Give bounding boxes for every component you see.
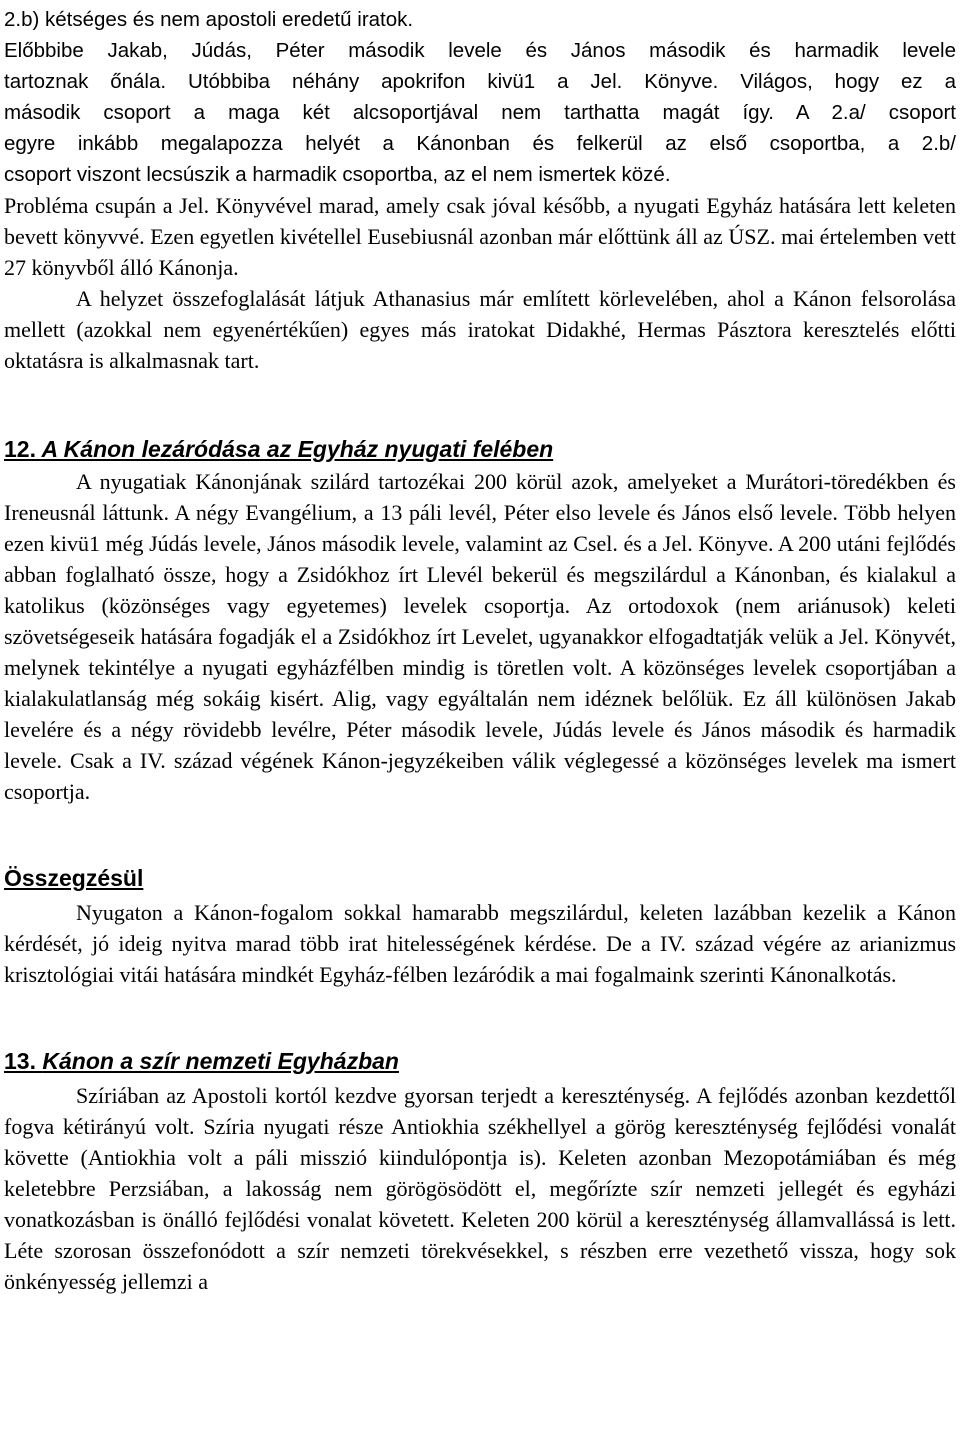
spacer (4, 807, 956, 863)
intro-sans-block (4, 4, 956, 190)
athanasius-paragraph: A helyzet összefoglalását látjuk Athanasius már említett körlevelében, ahol a Kánon felsorolása mellett (azokkal nem egyenértékűen) egyes más iratokat Didakhé, Hermas Pásztora keresztelés előtti oktatásra is alkalmasnak tart. (4, 286, 956, 373)
spacer (4, 990, 956, 1046)
section-13-heading (4, 1046, 956, 1076)
section-12-paragraph: A nyugatiak Kánonjának szilárd tartozékai 200 körül azok, amelyeket a Murátori-töredékben és Ireneusnál láttunk. A négy Evangélium, a 13 páli levél, Péter elso levele és János első levele. Több helyen ezen kivü1 még Júdás levele, János második levele, valamint az Csel. és a Jel. Könyve. A 200 utáni fejlődés abban foglalható össze, hogy a Zsidókhoz írt Llevél bekerül és megszilárdul a Kánonban, és kialakul a katolikus (közönséges vagy egyetemes) levelek csoportja. Az ortodoxok (nem ariánusok) keleti szövetségeseik hatására fogadják el a Zsidókhoz írt Levelet, ugyanakkor elfogadtatják velük a Jel. Könyvét, melynek tekintélye a nyugati egyházfélben mindig is töretlen volt. A közönséges levelek csoportjában a kialakulatlanság még sokáig kisért. Alig, vagy egyáltalán nem idéznek belőlük. Ez áll különösen Jakab levelére és a négy rövidebb levélre, Péter második levele, Júdás levele és János második és harmadik levele. Csak a IV. század végének Kánon-jegyzékeiben válik véglegessé a közönséges levelek ma ismert csoportja. (4, 469, 956, 804)
summary-paragraph: Nyugaton a Kánon-fogalom sokkal hamarabb megszilárdul, keleten lazábban kezelik a Kánon kérdését, jó ideig nyitva marad több irat hitelességének kérdése. De a IV. század végére az arianizmus krisztológiai vitái hatására mindkét Egyház-félben lezáródik a mai fogalmaink szerinti Kánonalkotás. (4, 900, 956, 987)
intro-serif-continuation: Probléma csupán a Jel. Könyvével marad, amely csak jóval később, a nyugati Egyház hatására lett keleten bevett könyvvé. Ezen egyetlen kivétellel Eusebiusnál azonban már előttünk áll az ÚSZ. mai értelemben vett 27 könyvből álló Kánonja. (4, 193, 956, 280)
intro-line-4: második csoport a maga két alcsoportjával nem tarthatta magát így. A 2.a/ csoport (4, 101, 956, 124)
section-12-number: 12. (4, 436, 36, 462)
spacer (4, 376, 956, 434)
intro-line-6-sans: csoport viszont lecsúszik a harmadik csoportba, az el nem ismertek közé. (4, 163, 671, 186)
section-13-number: 13. (4, 1048, 36, 1074)
section-13-title: Kánon a szír nemzeti Egyházban (42, 1048, 399, 1074)
intro-line-1: 2.b) kétséges és nem apostoli eredetű iratok. (4, 8, 414, 31)
summary-heading: Összegzésül (4, 865, 144, 891)
intro-line-6 (4, 159, 956, 190)
section-12-heading (4, 434, 956, 464)
intro-line-3: tartoznak őnála. Utóbbiba néhány apokrifon kivü1 a Jel. Könyve. Világos, hogy ez a (4, 70, 956, 93)
intro-line-5: egyre inkább megalapozza helyét a Kánonban és felkerül az első csoportba, a 2.b/ (4, 132, 956, 155)
intro-line-2: Előbbibe Jakab, Júdás, Péter második levele és János második és harmadik levele (4, 39, 956, 62)
document-page (4, 4, 956, 1297)
section-13-paragraph: Szíriában az Apostoli kortól kezdve gyorsan terjedt a kereszténység. A fejlődés azonban kezdettől fogva kétirányú volt. Szíria nyugati része Antiokhia székhellyel a görög kereszténység fejlődési vonalát követte (Antiokhia volt a páli misszió kiindulópontja is). Keleten azonban Mezopotámiában és még keletebbre Perzsiában, a lakosság nem görögösödött el, megőrízte szír nemzeti jellegét és egyházi vonatkozásban is önálló fejlődési vonalat követett. Keleten 200 körül a kereszténység államvallássá is lett. Léte szorosan összefonódott a szír nemzeti törekvésekkel, s részben erre vezethető vissza, hogy sok önkényesség jellemzi a (4, 1083, 956, 1294)
section-12-title: A Kánon lezáródása az Egyház nyugati felében (41, 436, 554, 462)
